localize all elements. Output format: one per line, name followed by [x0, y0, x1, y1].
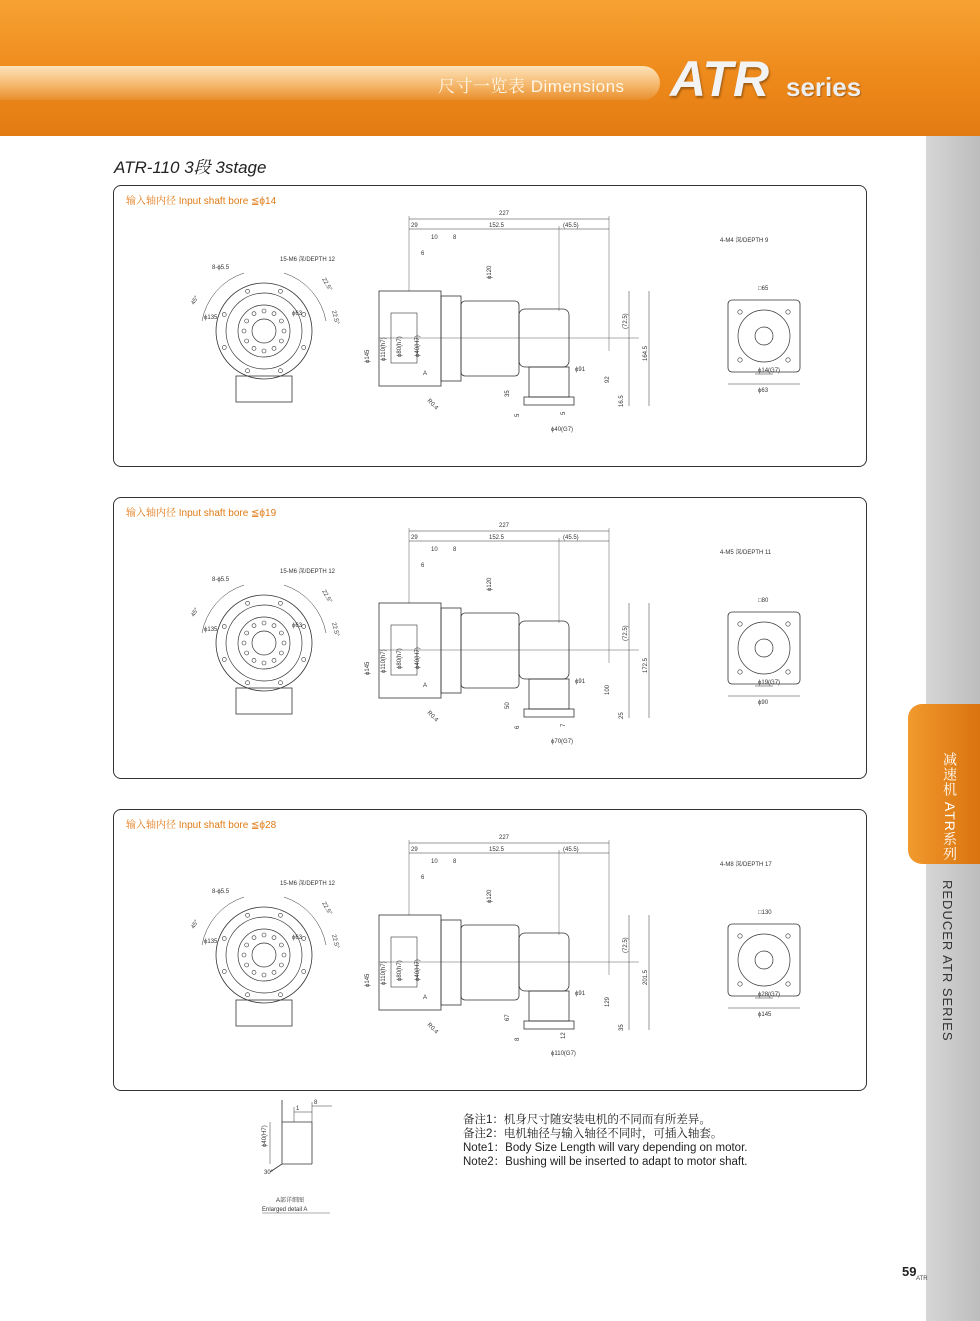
tap-hole — [252, 312, 256, 316]
dim-label: 67 — [505, 1014, 511, 1021]
tap-hole — [272, 312, 276, 316]
holes-label: 8-ϕ5.5 — [212, 577, 230, 583]
angle-label: 45° — [190, 919, 201, 930]
dim-label: (72.5) — [623, 937, 629, 953]
dim-total: 227 — [499, 835, 510, 841]
angle-label: 45° — [190, 295, 201, 306]
detail-bore-dim: ϕ40(H7) — [262, 1125, 268, 1147]
angle-label: 22.5° — [320, 589, 333, 605]
angle-label: 22.5° — [330, 309, 340, 326]
angle-arc — [202, 273, 244, 321]
bolt-hole — [222, 345, 226, 349]
bolt-hole — [302, 937, 306, 941]
detail-mark: A — [423, 683, 428, 689]
bolt-hole — [222, 657, 226, 661]
angle-label: 22.5° — [330, 933, 340, 950]
dim-label: ϕ80(h7) — [397, 960, 403, 981]
bolt-hole — [246, 681, 250, 685]
pcd-label: ϕ63 — [292, 623, 303, 629]
end-tap-hole — [738, 982, 742, 986]
bolt-hole — [246, 913, 250, 917]
tap-hole — [245, 651, 249, 655]
page-number: 59 — [902, 1264, 917, 1279]
output-bore — [252, 943, 276, 967]
dim-label: ϕ110(h7) — [381, 961, 387, 985]
side-view — [365, 523, 649, 745]
brand-series: series — [786, 72, 862, 102]
tap-hole — [279, 631, 283, 635]
end-bore-label: ϕ19(G7) — [758, 680, 781, 686]
panel-drawing — [114, 810, 864, 1088]
bolt-hole — [246, 601, 250, 605]
tap-hole — [262, 661, 266, 665]
dim-label: 8 — [453, 235, 457, 241]
tap-hole — [242, 329, 246, 333]
flange-outer — [216, 595, 312, 691]
dimension-panel-bore-19 — [113, 497, 867, 779]
end-view — [720, 548, 800, 706]
flange-outer — [216, 907, 312, 1003]
dim-label: 8 — [453, 859, 457, 865]
dim-label: 16.5 — [619, 395, 625, 407]
end-pcd — [738, 310, 790, 362]
dim-label: ϕ40(G7) — [551, 427, 574, 433]
bolt-hole — [246, 993, 250, 997]
detail-a-drawing — [252, 1092, 352, 1217]
gearbox-body — [461, 301, 519, 376]
adapter-plate — [441, 608, 461, 693]
note-line: 备注2：电机轴径与输入轴径不同时，可插入轴套。 — [463, 1128, 723, 1140]
end-pcd — [738, 622, 790, 674]
end-tap-hole — [738, 670, 742, 674]
adapter-plate — [441, 296, 461, 381]
output-bore — [252, 631, 276, 655]
angle-arc — [202, 897, 244, 945]
tap-label: 15-M6 深/DEPTH 12 — [280, 569, 336, 575]
angle-arc — [284, 897, 326, 945]
note-line: Note1：Body Size Length will vary depending on motor. — [463, 1142, 748, 1154]
housing-foot — [236, 688, 292, 714]
angle-arc — [284, 273, 326, 321]
dim-label: ϕ40(H7) — [415, 647, 421, 669]
dim-label: (45.5) — [563, 535, 579, 541]
tap-hole — [279, 963, 283, 967]
tap-hole — [245, 963, 249, 967]
end-bore — [755, 951, 773, 969]
dim-label: ϕ120 — [487, 265, 493, 279]
end-square-label: □65 — [758, 286, 769, 292]
end-square-label: □130 — [758, 910, 772, 916]
model-title: ATR-110 3段 3stage — [114, 158, 267, 177]
dim-label: ϕ110(h7) — [381, 649, 387, 673]
dim-label: ϕ80(h7) — [397, 336, 403, 357]
bolt-hole — [278, 289, 282, 293]
detail-dim-a: 1 — [296, 1106, 300, 1112]
output-flange — [529, 991, 569, 1021]
side-label-en: REDUCER ATR SERIES — [940, 880, 955, 1042]
tap-hole — [279, 651, 283, 655]
dim-label: ϕ110(G7) — [551, 1051, 576, 1057]
end-tap-hole — [786, 358, 790, 362]
panel-drawing — [114, 186, 864, 464]
detail-caption-en: Enlarged detail A — [262, 1207, 308, 1213]
end-view — [720, 860, 800, 1018]
tap-hole — [272, 658, 276, 662]
front-view — [191, 255, 340, 402]
dim-label: 6 — [421, 875, 425, 881]
bolt-hole — [222, 969, 226, 973]
end-square-label: □80 — [758, 598, 769, 604]
tap-hole — [272, 624, 276, 628]
tap-hole — [272, 936, 276, 940]
header-banner — [0, 0, 980, 136]
dim-label: 5 — [561, 411, 567, 415]
end-view — [720, 236, 800, 394]
note-line: 备注1：机身尺寸随安装电机的不同而有所差异。 — [463, 1114, 711, 1126]
output-bore — [252, 319, 276, 343]
detail-mark: A — [423, 371, 428, 377]
side-view — [365, 211, 649, 433]
side-label-cn: 减速机 ATR系列 — [942, 752, 958, 862]
end-tap-hole — [738, 934, 742, 938]
bolt-hole — [302, 345, 306, 349]
end-tap-label: 4-M8 深/DEPTH 17 — [720, 862, 772, 868]
pcd-label: ϕ135 — [204, 939, 218, 945]
dim-label: (45.5) — [563, 223, 579, 229]
dim-label: 35 — [505, 390, 511, 397]
end-tap-hole — [786, 670, 790, 674]
end-bore — [755, 639, 773, 657]
tap-label: 15-M6 深/DEPTH 12 — [280, 881, 336, 887]
dim-label: ϕ145 — [365, 349, 371, 363]
dim-label: 152.5 — [489, 535, 505, 541]
flange-pcd — [226, 605, 302, 681]
end-tap-hole — [786, 310, 790, 314]
pcd-label: ϕ63 — [292, 311, 303, 317]
dim-label: 8 — [453, 547, 457, 553]
bolt-hole — [302, 625, 306, 629]
bolt-hole — [302, 969, 306, 973]
detail-caption-cn: A部详细图 — [276, 1198, 305, 1204]
bolt-hole — [222, 937, 226, 941]
bolt-hole — [246, 289, 250, 293]
end-pcd-label: ϕ90 — [758, 700, 769, 706]
gearbox-body — [461, 925, 519, 1000]
angle-label: 22.5° — [320, 277, 333, 293]
angle-label: 22.5° — [330, 621, 340, 638]
dim-label: ϕ110(h7) — [381, 337, 387, 361]
tap-hole — [245, 631, 249, 635]
dim-label: (72.5) — [623, 625, 629, 641]
dimension-panel-bore-14 — [113, 185, 867, 467]
detail-dim-b: 8 — [314, 1100, 318, 1106]
pcd-label: ϕ135 — [204, 627, 218, 633]
dim-label: 92 — [605, 376, 611, 383]
adapter-plate — [441, 920, 461, 1005]
dim-label: 6 — [421, 251, 425, 257]
flange-pcd — [226, 293, 302, 369]
housing-foot — [236, 1000, 292, 1026]
tap-label: 15-M6 深/DEPTH 12 — [280, 257, 336, 263]
dim-label: ϕ120 — [487, 577, 493, 591]
dim-label: ϕ145 — [365, 973, 371, 987]
tap-hole — [252, 346, 256, 350]
gearbox-body — [461, 613, 519, 688]
end-square — [728, 612, 800, 684]
dim-label: 152.5 — [489, 223, 505, 229]
bolt-hole — [246, 369, 250, 373]
bolt-hole — [278, 913, 282, 917]
end-bore-label: ϕ14(G7) — [758, 368, 781, 374]
header-title: 尺寸一览表 Dimensions — [438, 77, 625, 96]
dim-label: ϕ91 — [575, 991, 586, 997]
end-tap-hole — [786, 934, 790, 938]
dim-label: ϕ120 — [487, 889, 493, 903]
dim-label: 7 — [561, 723, 567, 727]
tap-hole — [245, 943, 249, 947]
panel-label: 输入轴内径 Input shaft bore ≦ϕ14 — [126, 196, 277, 207]
pcd-label: ϕ135 — [204, 315, 218, 321]
tap-hole — [279, 943, 283, 947]
dim-label: ϕ70(G7) — [551, 739, 574, 745]
end-bore-label: ϕ28(G7) — [758, 992, 781, 998]
dim-label: 35 — [619, 1024, 625, 1031]
dim-label: ϕ145 — [365, 661, 371, 675]
detail-angle: 30° — [264, 1170, 274, 1176]
end-pcd-label: ϕ145 — [758, 1012, 772, 1018]
panel-drawing — [114, 498, 864, 776]
bolt-hole — [278, 369, 282, 373]
tap-hole — [252, 658, 256, 662]
tap-hole — [282, 641, 286, 645]
dim-label: 152.5 — [489, 847, 505, 853]
bolt-hole — [278, 601, 282, 605]
output-base — [524, 1021, 574, 1029]
tap-hole — [272, 346, 276, 350]
tap-hole — [282, 953, 286, 957]
dim-label: 8 — [515, 1037, 521, 1041]
dim-label: (45.5) — [563, 847, 579, 853]
dim-label: 10 — [431, 547, 438, 553]
dim-label: 6 — [421, 563, 425, 569]
dim-label: 6 — [515, 725, 521, 729]
dim-label: (72.5) — [623, 313, 629, 329]
tap-hole — [262, 621, 266, 625]
angle-label: 22.5° — [320, 901, 333, 917]
end-tap-hole — [786, 622, 790, 626]
tap-hole — [262, 349, 266, 353]
end-tap-hole — [738, 622, 742, 626]
brand-logo: ATR — [670, 51, 770, 107]
side-view — [365, 835, 649, 1057]
tap-hole — [279, 339, 283, 343]
tap-hole — [252, 936, 256, 940]
end-pcd — [738, 934, 790, 986]
tap-hole — [262, 309, 266, 313]
motor-flange — [379, 915, 441, 1010]
end-bore — [755, 327, 773, 345]
panel-label: 输入轴内径 Input shaft bore ≦ϕ28 — [126, 820, 277, 831]
end-tap-hole — [738, 310, 742, 314]
bolt-hole — [302, 657, 306, 661]
output-flange — [529, 679, 569, 709]
output-flange — [529, 367, 569, 397]
end-pcd-label: ϕ63 — [758, 388, 769, 394]
end-square — [728, 300, 800, 372]
dim-label: 100 — [605, 684, 611, 695]
flange-pcd — [226, 917, 302, 993]
bolt-hole — [278, 993, 282, 997]
angle-arc — [284, 585, 326, 633]
dim-label: 50 — [505, 702, 511, 709]
note-line: Note2：Bushing will be inserted to adapt to motor shaft. — [463, 1156, 748, 1168]
dim-label: 129 — [605, 996, 611, 1007]
detail-mark: A — [423, 995, 428, 1001]
dim-label: 12 — [561, 1032, 567, 1039]
dim-label: 29 — [411, 223, 418, 229]
dim-label: 10 — [431, 859, 438, 865]
dim-label: 29 — [411, 535, 418, 541]
dim-label: 29 — [411, 847, 418, 853]
tap-hole — [242, 641, 246, 645]
dim-label: 201.5 — [643, 969, 649, 985]
bolt-hole — [222, 625, 226, 629]
angle-arc — [202, 585, 244, 633]
tap-hole — [252, 970, 256, 974]
motor-flange — [379, 291, 441, 386]
dim-label: 164.5 — [643, 345, 649, 361]
dim-label: ϕ91 — [575, 679, 586, 685]
flange-outer — [216, 283, 312, 379]
bolt-hole — [302, 313, 306, 317]
dim-label: 25 — [619, 712, 625, 719]
end-tap-hole — [786, 982, 790, 986]
radius-label: R0.4 — [425, 710, 439, 724]
front-view — [191, 567, 340, 714]
dim-label: ϕ91 — [575, 367, 586, 373]
dim-label: 10 — [431, 235, 438, 241]
tap-hole — [252, 624, 256, 628]
tap-hole — [262, 973, 266, 977]
tap-hole — [262, 933, 266, 937]
tap-hole — [245, 319, 249, 323]
housing-foot — [236, 376, 292, 402]
tap-hole — [282, 329, 286, 333]
end-tap-label: 4-M5 深/DEPTH 11 — [720, 550, 772, 556]
holes-label: 8-ϕ5.5 — [212, 889, 230, 895]
end-tap-hole — [738, 358, 742, 362]
output-base — [524, 709, 574, 717]
dim-total: 227 — [499, 523, 510, 529]
panel-label: 输入轴内径 Input shaft bore ≦ϕ19 — [126, 508, 277, 519]
front-view — [191, 879, 340, 1026]
radius-label: R0.4 — [425, 1022, 439, 1036]
end-tap-label: 4-M4 深/DEPTH 9 — [720, 238, 769, 244]
output-base — [524, 397, 574, 405]
radius-label: R0.4 — [425, 398, 439, 412]
page-tag: ATR — [916, 1276, 928, 1282]
tap-hole — [279, 319, 283, 323]
bolt-hole — [278, 681, 282, 685]
tap-hole — [245, 339, 249, 343]
dim-label: ϕ40(H7) — [415, 335, 421, 357]
end-square — [728, 924, 800, 996]
tap-hole — [272, 970, 276, 974]
angle-label: 45° — [190, 607, 201, 618]
motor-flange — [379, 603, 441, 698]
dim-label: ϕ40(H7) — [415, 959, 421, 981]
bolt-hole — [222, 313, 226, 317]
tap-hole — [242, 953, 246, 957]
pcd-label: ϕ63 — [292, 935, 303, 941]
dim-label: 5 — [515, 413, 521, 417]
dim-label: ϕ80(h7) — [397, 648, 403, 669]
dimension-panel-bore-28 — [113, 809, 867, 1091]
dim-total: 227 — [499, 211, 510, 217]
notes — [463, 1113, 747, 1169]
dim-label: 172.5 — [643, 657, 649, 673]
holes-label: 8-ϕ5.5 — [212, 265, 230, 271]
